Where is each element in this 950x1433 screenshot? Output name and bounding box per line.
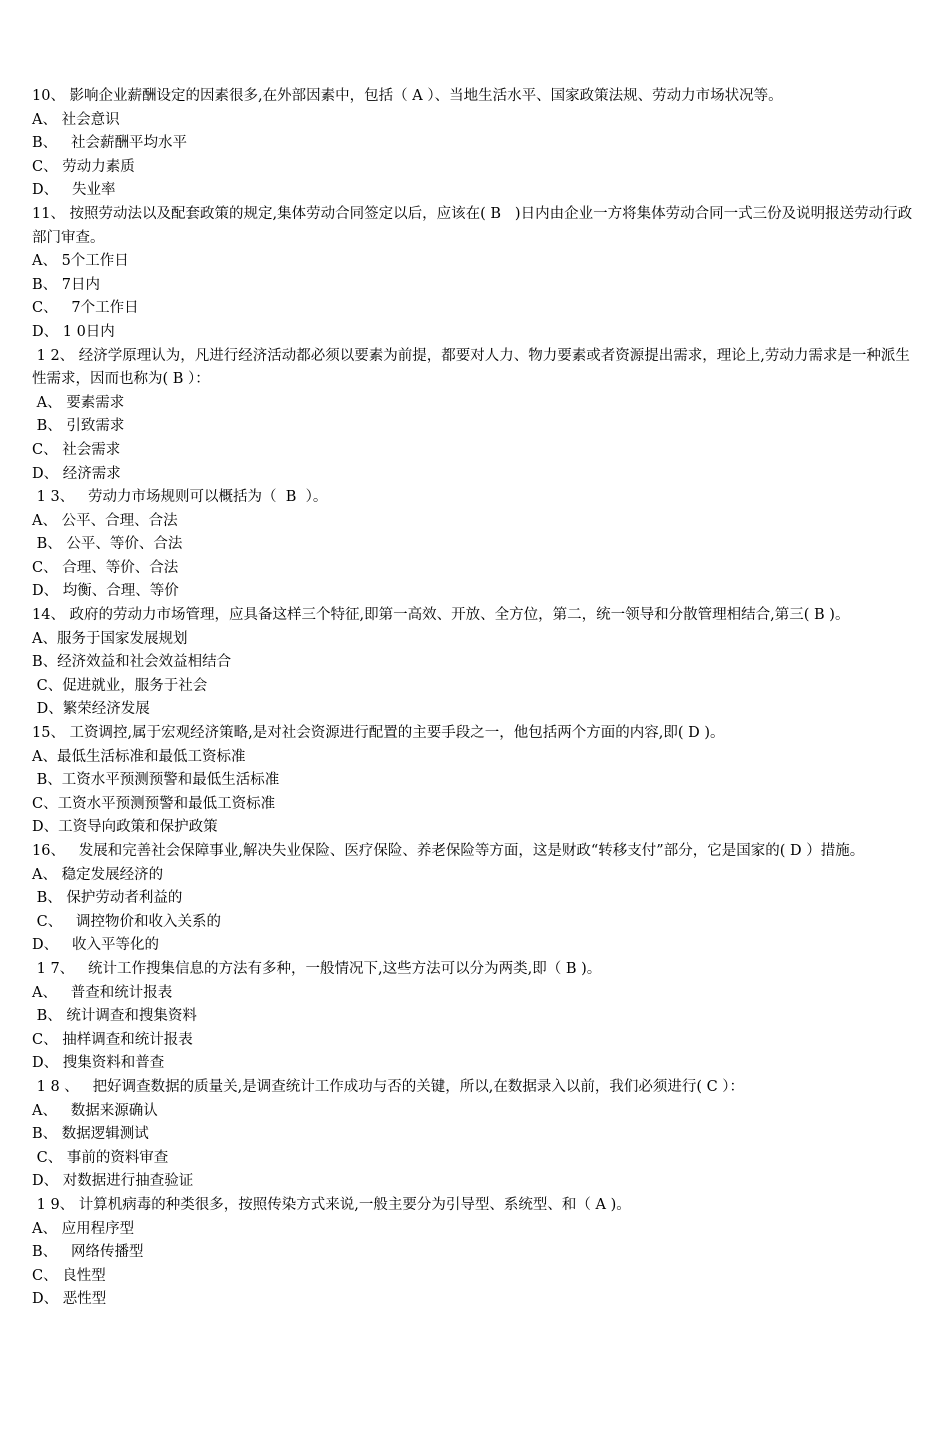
question-16-text: 16、 发展和完善社会保障事业,解决失业保险、医疗保险、养老保险等方面，这是财政“转移支付”部分，它是国家的( D ）措施。	[32, 843, 865, 859]
option-c: C、 社会需求	[32, 441, 121, 458]
option-b: B、 引致需求	[32, 418, 125, 435]
option-d: D、工资导向政策和保护政策	[32, 819, 218, 836]
option-c: C、促进就业，服务于社会	[32, 677, 208, 694]
option-c: C、 调控物价和收入关系的	[32, 913, 222, 930]
option-b: B、 社会薪酬平均水平	[32, 135, 187, 152]
question-13-text: 1 3、 劳动力市场规则可以概括为（ B ）。	[32, 489, 328, 506]
option-d: D、 失业率	[32, 182, 116, 199]
option-d: D、 恶性型	[32, 1291, 107, 1308]
question-15-text: 15、 工资调控,属于宏观经济策略,是对社会资源进行配置的主要手段之一，他包括两个方面的内容,即( D )。	[32, 725, 725, 742]
document-page	[32, 85, 920, 1312]
option-a: A、 公平、合理、合法	[32, 512, 178, 529]
question-17-text: 1 7、 统计工作搜集信息的方法有多种，一般情况下,这些方法可以分为两类,即（ B )。	[32, 960, 602, 977]
option-a: A、 普查和统计报表	[32, 984, 173, 1001]
question-11-text: 11、 按照劳动法以及配套政策的规定,集体劳动合同签定以后，应该在( B )日内由企业一方将集体劳动合同一式三份及说明报送劳动行政部门审查。	[32, 205, 913, 246]
question-19-text: 1 9、 计算机病毒的种类很多，按照传染方式来说,一般主要分为引导型、系统型、和（ A )。	[32, 1196, 631, 1213]
option-a: A、 5个工作日	[32, 253, 129, 270]
option-b: B、 统计调查和搜集资料	[32, 1008, 197, 1025]
option-d: D、 搜集资料和普查	[32, 1055, 165, 1072]
option-d: D、繁荣经济发展	[32, 701, 150, 718]
option-c: C、 合理、等价、合法	[32, 559, 179, 576]
question-18-text: 1 8 、 把好调查数据的质量关,是调查统计工作成功与否的关键，所以,在数据录入以前，我们必须进行( C ）：	[32, 1078, 745, 1095]
option-b: B、工资水平预测预警和最低生活标准	[32, 772, 280, 789]
option-c: C、 良性型	[32, 1267, 106, 1284]
question-14-text: 14、 政府的劳动力市场管理，应具备这样三个特征,即第一高效、开放、全方位，第二，统一领导和分散管理相结合,第三( B )。	[32, 607, 850, 624]
option-d: D、 1 0日内	[32, 323, 115, 340]
option-a: A、 稳定发展经济的	[32, 866, 164, 883]
question-10-text: 10、 影响企业薪酬设定的因素很多,在外部因素中，包括（ A ）、当地生活水平、国家政策法规、劳动力市场状况等。	[32, 88, 783, 104]
option-d: D、 均衡、合理、等价	[32, 583, 179, 600]
option-c: C、 抽样调查和统计报表	[32, 1031, 193, 1048]
option-a: A、 应用程序型	[32, 1220, 135, 1237]
option-b: B、 网络传播型	[32, 1244, 144, 1261]
option-b: B、 保护劳动者利益的	[32, 890, 183, 907]
option-b: B、 公平、等价、合法	[32, 536, 183, 553]
option-b: B、 7日内	[32, 276, 100, 293]
option-c: C、工资水平预测预警和最低工资标准	[32, 795, 276, 812]
option-c: C、 劳动力素质	[32, 158, 135, 175]
option-c: C、 事前的资料审查	[32, 1149, 169, 1166]
question-12-text: 1 2、 经济学原理认为，凡进行经济活动都必须以要素为前提，都要对人力、物力要素或者资源提出需求，理论上,劳动力需求是一种派生性需求，因而也称为( B ）：	[32, 347, 910, 388]
option-a: A、服务于国家发展规划	[32, 630, 188, 647]
option-d: D、 经济需求	[32, 465, 121, 482]
option-b: B、 数据逻辑测试	[32, 1126, 149, 1143]
option-a: A、 要素需求	[32, 394, 125, 411]
option-a: A、 社会意识	[32, 111, 120, 128]
option-d: D、 对数据进行抽查验证	[32, 1173, 194, 1190]
option-a: A、 数据来源确认	[32, 1102, 158, 1119]
option-d: D、 收入平等化的	[32, 937, 159, 954]
option-a: A、最低生活标准和最低工资标准	[32, 748, 246, 765]
option-b: B、经济效益和社会效益相结合	[32, 654, 232, 671]
option-c: C、 7个工作日	[32, 300, 139, 317]
